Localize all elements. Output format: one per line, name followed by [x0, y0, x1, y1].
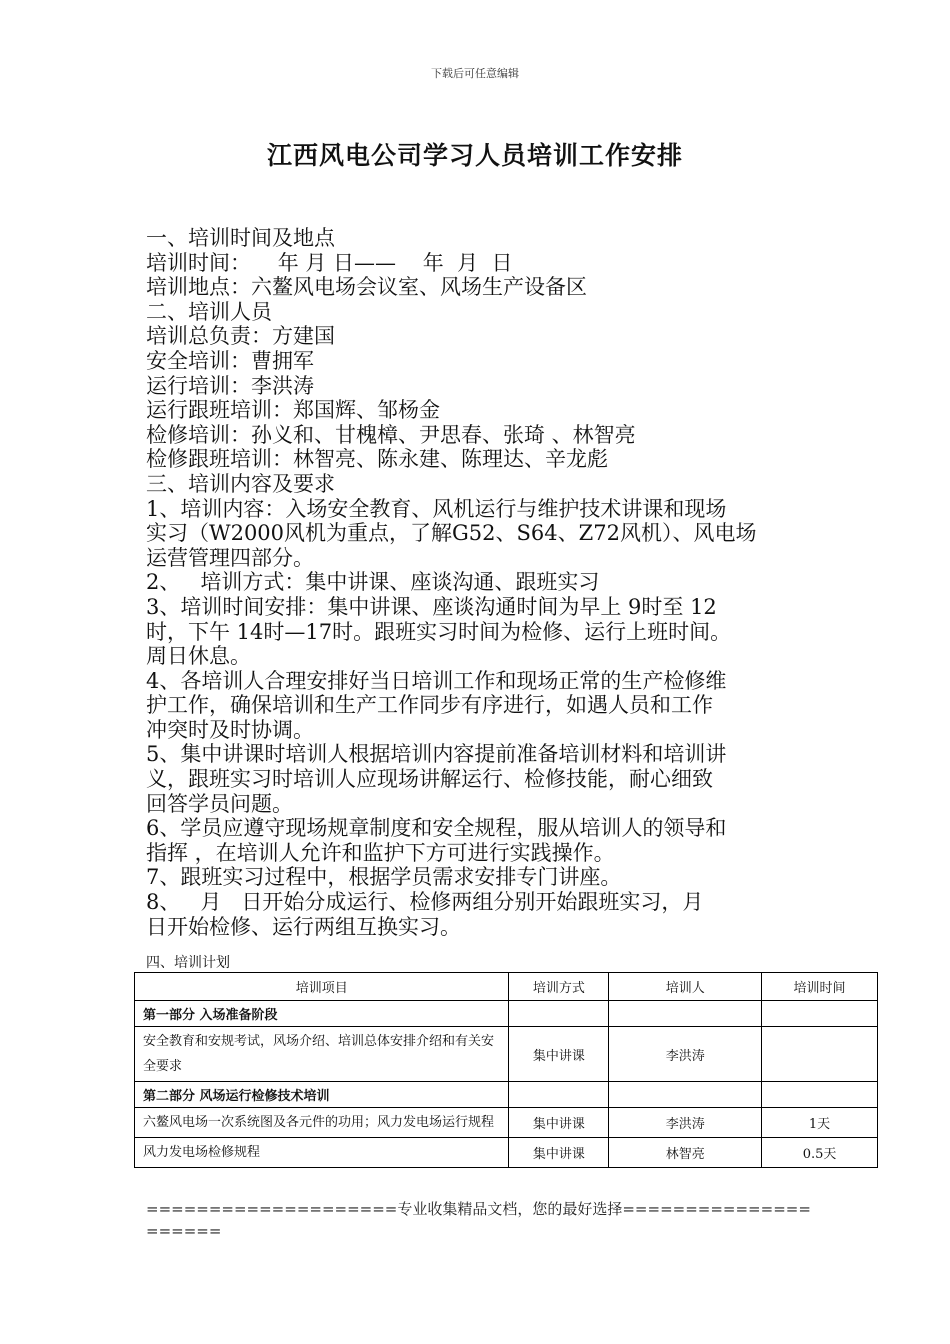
table-header-row: [135, 973, 878, 1001]
empty-cell: [762, 1082, 878, 1108]
empty-cell: [509, 1082, 609, 1108]
cell-trainer: 林智亮: [609, 1138, 762, 1168]
table-row: [135, 1138, 878, 1168]
header-note: 下载后可任意编辑: [431, 67, 519, 80]
section-row: [135, 1082, 878, 1108]
body-line: 检修跟班培训：林智亮、陈永建、陈理达、辛龙彪: [146, 447, 608, 472]
header-method: 培训方式: [509, 973, 609, 1001]
cell-time: 0.5天: [762, 1138, 878, 1168]
body-line: 周日休息。: [146, 644, 251, 669]
cell-method: 集中讲课: [509, 1027, 609, 1082]
cell-time: 1天: [762, 1108, 878, 1138]
header-time: 培训时间: [762, 973, 878, 1001]
body-line: 培训时间： 年 月 日—— 年 月 日: [146, 250, 513, 275]
body-line: 时，下午 14时—17时。跟班实习时间为检修、运行上班时间。: [146, 619, 732, 644]
body-line: 运行培训：李洪涛: [146, 373, 314, 398]
body-line: 8、 月 日开始分成运行、检修两组分别开始跟班实习，月: [146, 890, 704, 915]
body-line: 二、培训人员: [146, 299, 272, 324]
body-line: 义，跟班实习时培训人应现场讲解运行、检修技能，耐心细致: [146, 767, 713, 792]
section-label: 第一部分 入场准备阶段: [135, 1001, 509, 1027]
body-line: 实习（W2000风机为重点，了解G52、S64、Z72风机）、风电场: [146, 521, 757, 546]
cell-trainer: 李洪涛: [609, 1027, 762, 1082]
plan-heading: 四、培训计划: [146, 955, 230, 971]
empty-cell: [609, 1001, 762, 1027]
body-line: 运营管理四部分。: [146, 545, 314, 570]
body-line: 7、跟班实习过程中，根据学员需求安排专门讲座。: [146, 865, 622, 890]
body-line: 检修培训：孙义和、甘槐樟、尹思春、张琦 、林智亮: [146, 422, 636, 447]
body-line: 6、学员应遵守现场规章制度和安全规程，服从培训人的领导和: [146, 816, 727, 841]
body-line: 5、集中讲课时培训人根据培训内容提前准备培训材料和培训讲: [146, 742, 727, 767]
body-line: 回答学员问题。: [146, 791, 293, 816]
body-line: 日开始检修、运行两组互换实习。: [146, 914, 461, 939]
cell-item: 安全教育和安规考试，风场介绍、培训总体安排介绍和有关安全要求: [135, 1027, 509, 1082]
header-item: 培训项目: [135, 973, 509, 1001]
header-trainer: 培训人: [609, 973, 762, 1001]
body-line: 培训总负责：方建国: [146, 324, 335, 349]
body-line: 指挥 ，在培训人允许和监护下方可进行实践操作。: [146, 840, 615, 865]
training-plan-table: [134, 972, 878, 1168]
table-row: [135, 1108, 878, 1138]
body-line: 2、 培训方式：集中讲课、座谈沟通、跟班实习: [146, 570, 600, 595]
body-line: 冲突时及时协调。: [146, 717, 314, 742]
cell-time: [762, 1027, 878, 1082]
document-title: 江西风电公司学习人员培训工作安排: [266, 141, 683, 170]
empty-cell: [609, 1082, 762, 1108]
body-line: 运行跟班培训：郑国辉、邹杨金: [146, 398, 440, 423]
body-line: 一、培训时间及地点: [146, 226, 335, 250]
empty-cell: [762, 1001, 878, 1027]
body-line: 三、培训内容及要求: [146, 471, 335, 496]
body-text: [146, 226, 816, 939]
footer-banner: ====================专业收集精品文档，您的最好选择=====================: [146, 1200, 811, 1240]
body-line: 护工作，确保培训和生产工作同步有序进行，如遇人员和工作: [146, 693, 713, 718]
cell-item: 风力发电场检修规程: [135, 1138, 509, 1168]
section-label: 第二部分 风场运行检修技术培训: [135, 1082, 509, 1108]
body-line: 安全培训：曹拥军: [146, 348, 314, 373]
cell-trainer: 李洪涛: [609, 1108, 762, 1138]
table-row: [135, 1027, 878, 1082]
cell-item: 六鳌风电场一次系统图及各元件的功用；风力发电场运行规程: [135, 1108, 509, 1138]
body-line: 培训地点：六鳌风电场会议室、风场生产设备区: [146, 275, 587, 300]
section-row: [135, 1001, 878, 1027]
empty-cell: [509, 1001, 609, 1027]
cell-method: 集中讲课: [509, 1138, 609, 1168]
body-line: 1、培训内容：入场安全教育、风机运行与维护技术讲课和现场: [146, 496, 727, 521]
cell-method: 集中讲课: [509, 1108, 609, 1138]
body-line: 4、各培训人合理安排好当日培训工作和现场正常的生产检修维: [146, 668, 727, 693]
body-line: 3、培训时间安排：集中讲课、座谈沟通时间为早上 9时至 12: [146, 594, 717, 619]
